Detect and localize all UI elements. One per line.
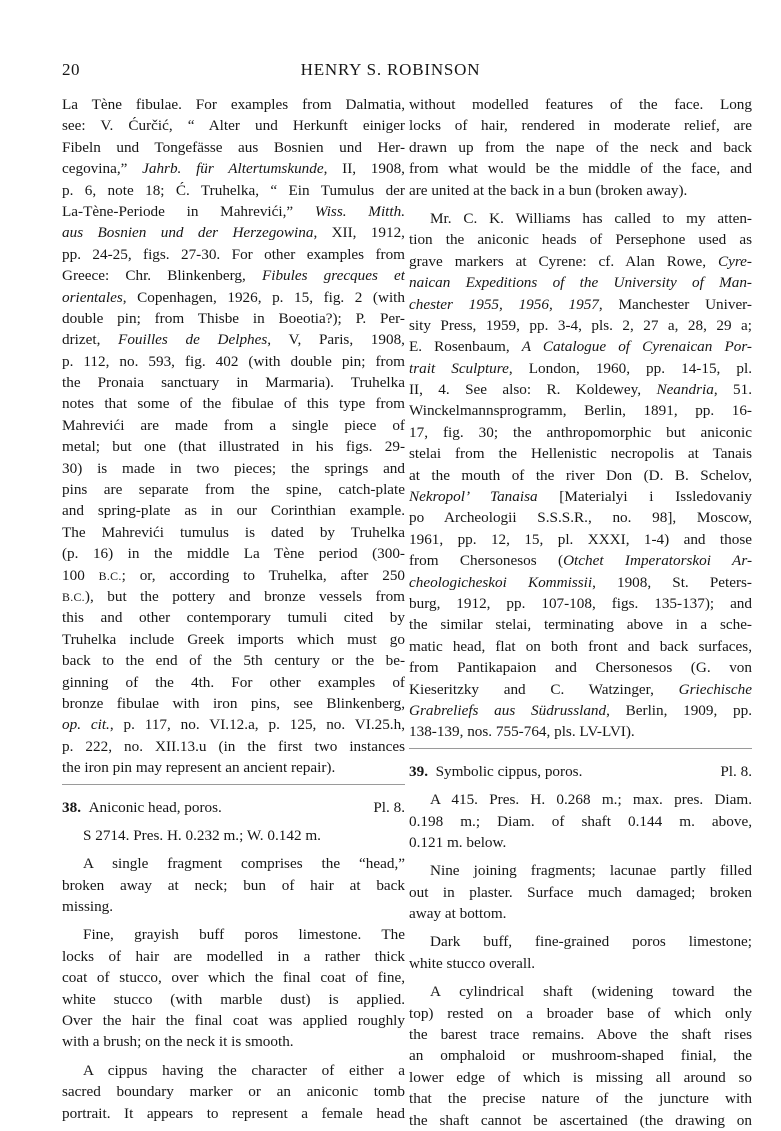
text-line: pp. 24-25, figs. 27-30. For other examples from (62, 245, 405, 263)
entry-title: Aniconic head, poros. (88, 798, 222, 816)
text-line: away at bottom. (409, 905, 507, 923)
text-line: (p. 16) in the middle La Tène period (300- (62, 545, 405, 563)
text-line: The Mahrevići tumulus is dated by Truhelka (62, 523, 405, 541)
text-line: the shaft cannot be ascertained (the drawing on (409, 1111, 752, 1129)
text-line: Nine joining fragments; lacunae partly filled (430, 862, 752, 880)
text-line: from Chersonesos (Otchet Imperatorskoi Ar- (409, 552, 752, 570)
text-line: 0.198 m.; Diam. of shaft 0.144 m. above, (409, 812, 752, 830)
text-line: po Archeologii S.S.S.R., no. 98], Moscow, (409, 509, 752, 527)
text-line: back to the end of the 5th century or the be- (62, 652, 405, 670)
text-line: 138-139, nos. 755-764, pls. LV-LVI). (409, 723, 635, 741)
text-line: drawn up from the nape of the neck and back (409, 138, 752, 156)
text-line: the Pronaia sanctuary in Marmaria). Truhelka (62, 374, 405, 392)
text-line: Mr. C. K. Williams has called to my atten- (430, 209, 752, 227)
entry-38-body (62, 853, 405, 1124)
text-line: 1961, pp. 12, 15, pl. XXXI, 1-4) and those (409, 530, 752, 548)
text-line: bronze fibulae with iron pins, see Blinkenberg, (62, 694, 405, 712)
text-line: Truhelka include Greek imports which must go (62, 630, 405, 648)
text-line: tion the aniconic heads of Persephone used as (409, 231, 752, 249)
comparanda-note (409, 208, 752, 743)
text-line: double pin; from Thisbe in Boeotia?); P. Per- (62, 309, 405, 327)
text-line: Greece: Chr. Blinkenberg, Fibules grecques et (62, 267, 405, 285)
text-line: naican Expeditions of the University of Man- (409, 274, 752, 292)
entry-39-body (409, 860, 752, 1131)
text-line: p. 6, note 18; Ć. Truhelka, “ Ein Tumulus der (62, 181, 405, 199)
text-line: grave markers at Cyrene: cf. Alan Rowe, Cyre- (409, 252, 752, 270)
text-line: stelai from the Hellenistic necropolis at Tanais (409, 445, 752, 463)
text-line: 100 B.C.; or, according to Truhelka, after 250 (62, 566, 405, 584)
text-line: Nekropol’ Tanaisa [Materialyi i Issledovaniy (409, 488, 752, 506)
inventory-line: S 2714. Pres. H. 0.232 m.; W. 0.142 m. (83, 826, 321, 844)
text-line: notes that some of the fibulae of this type from (62, 395, 405, 413)
entry-divider (409, 748, 752, 749)
text-line: Mahrevići are made from a single piece of (62, 416, 405, 434)
text-line: cegovina,” Jahrb. für Altertumskunde, II, 1908, (62, 160, 405, 178)
text-line: lower edge of which is missing all around so (409, 1068, 752, 1086)
entry-number: 39. (409, 762, 428, 780)
text-line: and spring-plate as in our Corinthian example. (62, 502, 405, 520)
text-line: that the precise nature of the juncture with (409, 1090, 752, 1108)
plate-reference: Pl. 8. (720, 762, 752, 780)
text-line: Fibeln und Tongefässe aus Bosnien und Her- (62, 138, 405, 156)
text-line: broken away at neck; bun of hair at back (62, 876, 405, 894)
text-line: A cylindrical shaft (widening toward the (430, 983, 752, 1001)
left-column (62, 94, 405, 1124)
footnote-continuation (62, 94, 405, 779)
text-line: La-Tène-Periode in Mahrevići,” Wiss. Mitth. (62, 202, 405, 220)
text-line: metal; but one (that illustrated in his figs. 29- (62, 438, 405, 456)
running-head (0, 58, 781, 82)
text-line: 30) is made in two pieces; the springs and (62, 459, 405, 477)
author-running-head: HENRY S. ROBINSON (300, 60, 481, 79)
text-line: Fine, grayish buff poros limestone. The (83, 926, 405, 944)
page-number: 20 (62, 60, 80, 79)
text-line: p. 222, no. XII.13.u (in the first two instances (62, 737, 405, 755)
text-line: op. cit., p. 117, no. VI.12.a, p. 125, no. VI.25.h, (62, 716, 405, 734)
text-line: the similar stelai, terminating above in a sche- (409, 616, 752, 634)
text-line: trait Sculpture, London, 1960, pp. 14-15, pl. (409, 359, 752, 377)
text-line: aus Bosnien und der Herzegowina, XII, 1912, (62, 224, 405, 242)
text-line: Over the hair the final coat was applied roughly (62, 1012, 405, 1030)
text-line: matic head, flat on both front and back surfaces, (409, 637, 752, 655)
text-line: E. Rosenbaum, A Catalogue of Cyrenaican Por- (409, 338, 752, 356)
text-line: top) rested on a broader base of which only (409, 1004, 752, 1022)
text-line: this and other contemporary tumuli cited by (62, 609, 405, 627)
text-line: without modelled features of the face. Long (409, 96, 752, 113)
text-line: locks of hair are modelled in a rather thick (62, 947, 405, 965)
entry-38-heading (62, 797, 405, 818)
text-line: La Tène fibulae. For examples from Dalmatia, (62, 96, 405, 113)
text-line: the barest trace remains. Above the shaft rises (409, 1026, 752, 1044)
text-line: 17, fig. 30; the anthropomorphic but aniconic (409, 423, 752, 441)
text-line: ginning of the 4th. For other examples of (62, 673, 405, 691)
text-line: A single fragment comprises the “head,” (83, 855, 405, 873)
text-line: Kieseritzky and C. Watzinger, Griechische (409, 680, 752, 698)
text-line: from Pantikapaion and Chersonesos (G. von (409, 659, 752, 677)
text-line: A 415. Pres. H. 0.268 m.; max. pres. Diam. (430, 791, 752, 809)
entry-39-heading (409, 761, 752, 782)
text-line: drizet, Fouilles de Delphes, V, Paris, 1908, (62, 331, 405, 349)
text-line: II, 4. See also: R. Koldewey, Neandria, 51. (409, 381, 752, 399)
text-line: Grabreliefs aus Südrussland, Berlin, 1909, pp. (409, 701, 752, 719)
text-line: with a brush; on the neck it is smooth. (62, 1033, 294, 1051)
text-line: white stucco overall. (409, 954, 536, 972)
text-line: coat of stucco, over which the final coat of fine, (62, 969, 405, 987)
text-line: sity Press, 1959, pp. 3-4, pls. 2, 27 a, 28, 29 a; (409, 316, 752, 334)
inventory-block (409, 789, 752, 853)
text-line: out in plaster. Surface much damaged; broken (409, 883, 752, 901)
text-line: pins are separate from the spine, catch-plate (62, 481, 405, 499)
text-line: chester 1955, 1956, 1957, Manchester Univer- (409, 295, 752, 313)
text-line: are united at the back in a bun (broken away). (409, 181, 688, 199)
text-line: sacred boundary marker or an aniconic tomb (62, 1083, 405, 1101)
right-column (409, 94, 752, 1131)
text-line: portrait. It appears to represent a female head (62, 1104, 405, 1122)
entry-number: 38. (62, 798, 81, 816)
text-line: p. 112, no. 593, fig. 402 (with double pin; from (62, 352, 405, 370)
text-line: the iron pin may represent an ancient repair). (62, 759, 336, 777)
plate-reference: Pl. 8. (373, 798, 405, 816)
text-line: white stucco (with marble dust) is applied. (62, 990, 405, 1008)
text-line: Winckelmannsprogramm, Berlin, 1891, pp. 16- (409, 402, 752, 420)
text-line: Dark buff, fine-grained poros limestone; (430, 933, 752, 951)
text-line: from what would be the middle of the face, and (409, 160, 752, 178)
text-line: see: V. Ćurčić, “ Alter und Herkunft einiger (62, 117, 405, 135)
text-line: A cippus having the character of either a (83, 1061, 405, 1079)
entry-divider (62, 784, 405, 785)
text-line: burg, 1912, pp. 107-108, figs. 135-137); and (409, 594, 752, 612)
text-line: at the mouth of the river Don (D. B. Schelov, (409, 466, 752, 484)
text-line: cheologicheskoi Kommissii, 1908, St. Peters- (409, 573, 752, 591)
entry-38-continuation (409, 94, 752, 201)
text-line: an omphaloid or mushroom-shaped finial, the (409, 1047, 752, 1065)
text-line: B.C.), but the pottery and bronze vessels from (62, 587, 405, 605)
entry-title: Symbolic cippus, poros. (435, 762, 583, 780)
text-line: missing. (62, 898, 114, 916)
text-line: orientales, Copenhagen, 1926, p. 15, fig. 2 (with (62, 288, 405, 306)
text-line: locks of hair, rendered in moderate relief, are (409, 117, 752, 135)
text-line: 0.121 m. below. (409, 833, 507, 851)
